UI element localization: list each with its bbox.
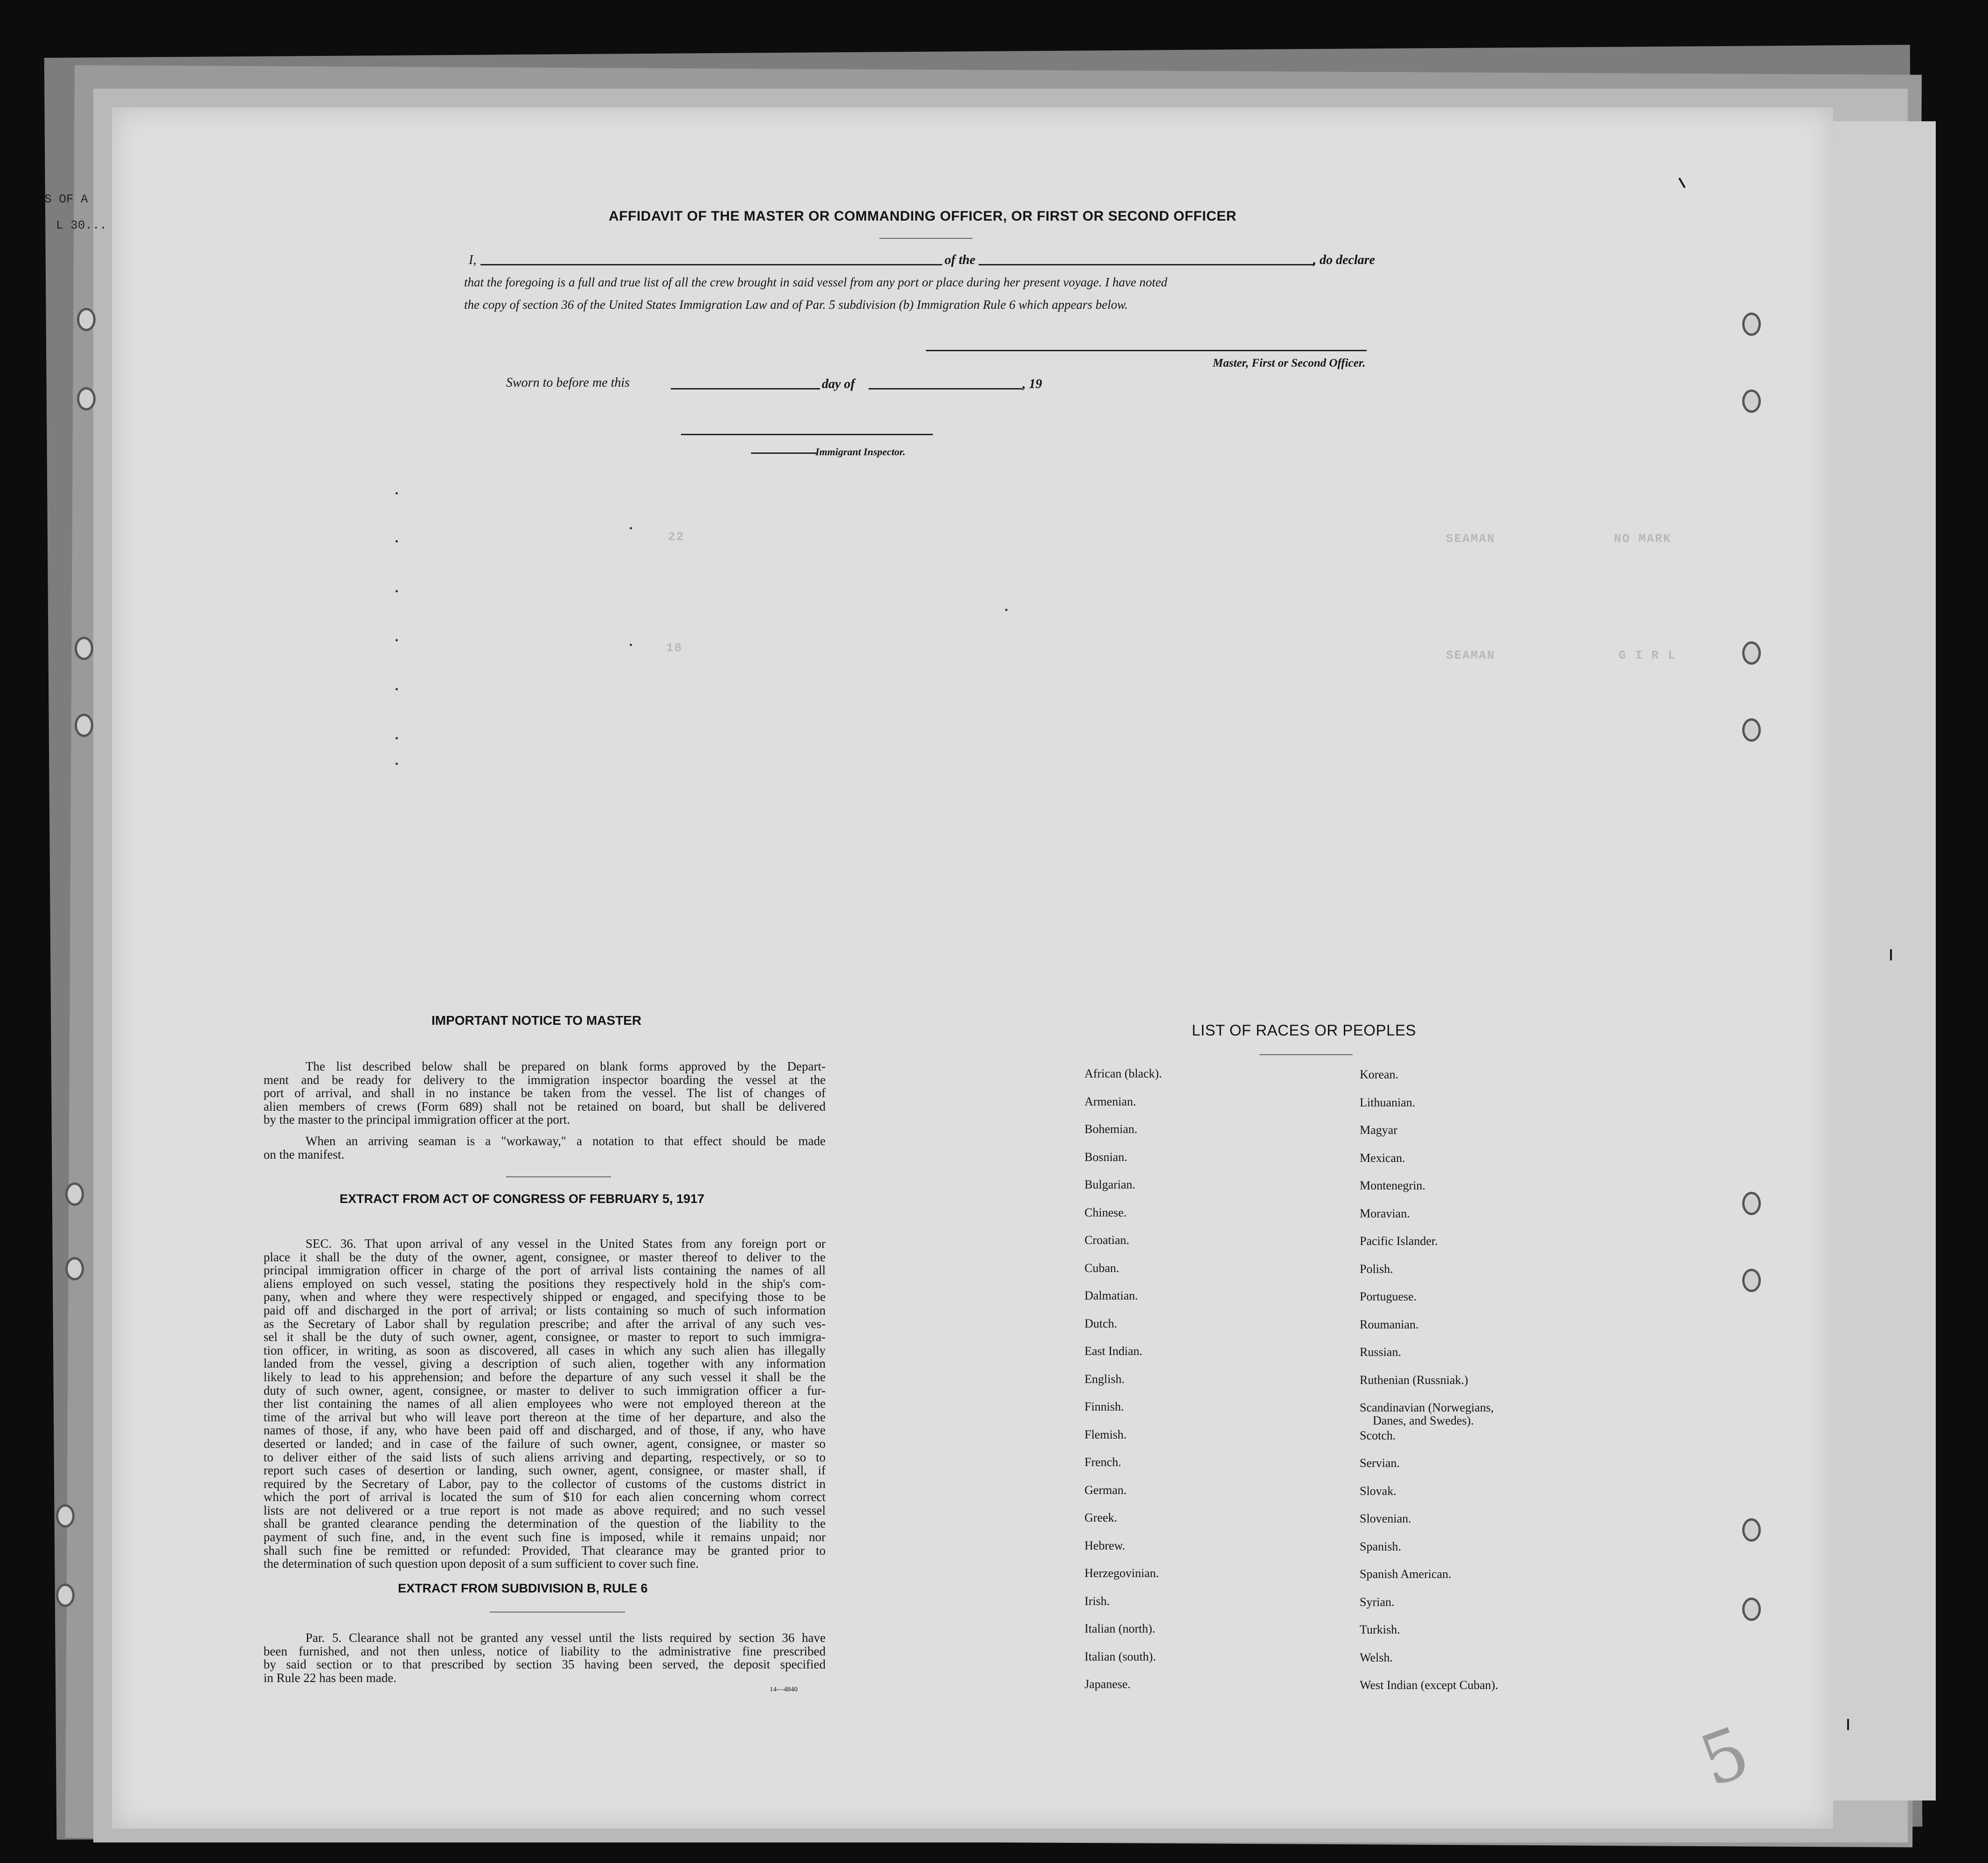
paragraph-line: in Rule 22 has been made. xyxy=(264,1670,396,1685)
race-item: Welsh. xyxy=(1360,1650,1393,1664)
race-item: Flemish. xyxy=(1084,1427,1127,1441)
paragraph-line: ment and be ready for delivery to the immigration inspector boarding the vessel at the xyxy=(264,1072,826,1087)
race-item: Dalmatian. xyxy=(1084,1289,1138,1302)
binder-hole-icon xyxy=(75,637,93,660)
race-item: Slovak. xyxy=(1360,1484,1397,1498)
race-item: Bulgarian. xyxy=(1084,1178,1136,1191)
name-blank-line xyxy=(480,264,942,265)
stray-dot xyxy=(396,763,398,765)
binder-hole-icon xyxy=(1742,389,1761,413)
race-item: Roumanian. xyxy=(1360,1317,1419,1331)
affidavit-i-label: I, xyxy=(469,253,477,267)
race-item: Slovenian. xyxy=(1360,1512,1411,1525)
race-item: Croatian. xyxy=(1084,1233,1130,1247)
bleed-text: SEAMAN xyxy=(1446,532,1495,546)
race-item: Ruthenian (Russniak.) xyxy=(1360,1373,1468,1387)
race-item: Bosnian. xyxy=(1084,1150,1127,1164)
race-item: Dutch. xyxy=(1084,1316,1118,1330)
race-item: Lithuanian. xyxy=(1360,1095,1416,1109)
year-label: , 19 xyxy=(1022,377,1042,391)
binder-hole-icon xyxy=(1742,641,1761,665)
paragraph-line: required by the Secretary of Labor, pay to the collector of customs of the customs district in xyxy=(264,1476,826,1491)
stray-dot xyxy=(1005,609,1008,611)
paragraph-line: pany, when and where they were respectively shipped or engaged, and specifying those to be xyxy=(264,1290,826,1304)
race-item: Italian (north). xyxy=(1084,1622,1155,1635)
binder-hole-icon xyxy=(1742,718,1761,742)
race-item: East Indian. xyxy=(1084,1344,1143,1358)
binder-hole-icon xyxy=(1742,1518,1761,1542)
paragraph-line: SEC. 36. That upon arrival of any vessel in the United States from any foreign port or xyxy=(306,1237,826,1251)
divider xyxy=(490,1612,625,1613)
race-item: Portuguese. xyxy=(1360,1290,1417,1303)
vessel-blank-line xyxy=(979,264,1314,265)
affidavit-do-declare: , do declare xyxy=(1313,253,1375,267)
race-item: Turkish. xyxy=(1360,1623,1400,1636)
paragraph-line: landed from the vessel, giving a description of such alien, together with any information xyxy=(264,1356,826,1371)
sworn-label: Sworn to before me this xyxy=(506,375,630,390)
binder-hole-icon xyxy=(65,1257,84,1280)
paragraph-line: shall such fine be remitted or refunded: Provided, That clearance may be granted prior to xyxy=(264,1543,826,1557)
paragraph-line: ther list containing the names of all alien employees who were not employed thereon at the xyxy=(264,1397,826,1411)
signature-line xyxy=(926,350,1367,351)
paragraph-line: paid off and discharged in the port of arrival; or lists containing so much of such information xyxy=(264,1303,826,1317)
binder-hole-icon xyxy=(77,387,96,410)
extract-rule-title: EXTRACT FROM SUBDIVISION B, RULE 6 xyxy=(398,1581,648,1595)
race-item: African (black). xyxy=(1084,1067,1162,1080)
race-item: Russian. xyxy=(1360,1345,1401,1359)
race-item: Scotch. xyxy=(1360,1428,1396,1442)
race-item: English. xyxy=(1084,1372,1125,1386)
stray-dot xyxy=(396,492,398,494)
race-item: Greek. xyxy=(1084,1511,1118,1524)
race-item: Bohemian. xyxy=(1084,1122,1138,1136)
binder-hole-icon xyxy=(1742,1598,1761,1621)
divider xyxy=(1259,1054,1353,1055)
race-item: Pacific Islander. xyxy=(1360,1234,1438,1248)
race-item: Armenian. xyxy=(1084,1094,1136,1108)
stray-dot xyxy=(396,540,398,542)
stray-dot xyxy=(630,644,632,646)
stray-dot xyxy=(396,639,398,641)
paragraph-line: report such cases of desertion or landing, such owner, agent, consignee, or master shall, if xyxy=(264,1463,826,1478)
binder-hole-icon xyxy=(1742,1269,1761,1292)
paragraph-line: When an arriving seaman is a "workaway," a notation to that effect should be made xyxy=(306,1134,826,1148)
paragraph-line: duty of such owner, agent, consignee, or master to deliver to such immigration officer a fur- xyxy=(264,1383,826,1397)
inspector-line xyxy=(681,434,933,435)
paragraph-line: aliens employed on such vessel, stating the positions they respectively hold in the ship's com- xyxy=(264,1276,826,1291)
stray-mark xyxy=(1847,1719,1849,1730)
paragraph-line: to deliver either of the said lists of such aliens arriving and departing, respectively, or so to xyxy=(264,1450,826,1464)
race-item: Spanish American. xyxy=(1360,1567,1452,1581)
paragraph-line: The list described below shall be prepared on blank forms approved by the Depart- xyxy=(306,1059,826,1073)
race-item: Spanish. xyxy=(1360,1539,1401,1553)
bleed-text: SEAMAN xyxy=(1446,648,1495,662)
races-left-column xyxy=(1084,1067,1162,1706)
paragraph-line: Par. 5. Clearance shall not be granted any vessel until the lists required by section 36 have xyxy=(306,1631,826,1645)
paragraph-line: which the port of arrival is located the sum of $10 for each alien concerning whom correct xyxy=(264,1490,826,1504)
stray-dot xyxy=(396,688,398,690)
sworn-day-line xyxy=(671,388,820,389)
paragraph-line: names of those, if any, who have been paid off and discharged, and of those, if any, who have xyxy=(264,1423,826,1438)
race-item: Finnish. xyxy=(1084,1400,1124,1413)
sworn-month-line xyxy=(869,388,1022,389)
paragraph-line: port of arrival, and shall in no instance be taken from the vessel. The list of changes of xyxy=(264,1086,826,1100)
notice-title: IMPORTANT NOTICE TO MASTER xyxy=(431,1013,642,1028)
paragraph-line: as the Secretary of Labor shall by regulation prescribe; and after the arrival of any such ves- xyxy=(264,1316,826,1331)
notice-paragraph-2 xyxy=(264,1134,826,1161)
signature-label: Master, First or Second Officer. xyxy=(1213,357,1366,369)
paragraph-line: place it shall be the duty of the owner, agent, consignee, or master thereof to deliver to the xyxy=(264,1250,826,1264)
paragraph-line: time of the arrival but who will leave port thereon at the time of her departure, and also the xyxy=(264,1410,826,1424)
races-title: LIST OF RACES OR PEOPLES xyxy=(1192,1022,1416,1039)
paragraph-line: on the manifest. xyxy=(264,1147,345,1161)
inspector-short-line xyxy=(751,452,816,454)
divider xyxy=(506,1176,611,1177)
paragraph-line: shall be granted clearance pending the determination of the question of the liability to the xyxy=(264,1516,826,1531)
day-of-label: day of xyxy=(822,377,855,391)
notice-paragraph-1 xyxy=(264,1060,826,1126)
race-item: Montenegrin. xyxy=(1360,1179,1425,1192)
stray-dot xyxy=(630,527,632,529)
pencil-mark: 5 xyxy=(1690,1711,1760,1803)
race-item: Herzegovinian. xyxy=(1084,1566,1159,1580)
race-item: Irish. xyxy=(1084,1594,1110,1608)
edge-text-1: S OF A xyxy=(44,192,88,206)
bleed-text: G I R L xyxy=(1619,648,1676,662)
race-item: Servian. xyxy=(1360,1456,1400,1470)
race-item: Scandinavian (Norwegians, xyxy=(1360,1401,1494,1414)
race-item: Syrian. xyxy=(1360,1595,1395,1609)
paragraph-line: lists are not delivered or a true report is not made as above required; and no such vessel xyxy=(264,1503,826,1517)
paragraph-line: the determination of such question upon deposit of a sum sufficient to cover such fine. xyxy=(264,1557,699,1571)
edge-text-2: L 30... xyxy=(56,218,107,232)
race-item: Mexican. xyxy=(1360,1151,1405,1165)
stray-dot xyxy=(396,590,398,592)
race-item: Cuban. xyxy=(1084,1261,1119,1275)
race-item: German. xyxy=(1084,1483,1127,1497)
bleed-text: NO MARK xyxy=(1614,532,1672,546)
extract-act-title: EXTRACT FROM ACT OF CONGRESS OF FEBRUARY 5, 1917 xyxy=(340,1192,705,1206)
paragraph-line: payment of such fine, and, in the event such fine is imposed, while it remains unpaid; nor xyxy=(264,1530,826,1544)
paragraph-line: tion officer, in writing, as soon as discovered, all cases in which any such alien has illegally xyxy=(264,1343,826,1357)
race-item: Italian (south). xyxy=(1084,1649,1156,1663)
affidavit-of-the-label: of the xyxy=(945,253,976,267)
bleed-text: 22 xyxy=(668,530,685,544)
race-item: Japanese. xyxy=(1084,1677,1131,1691)
paragraph-line: alien members of crews (Form 689) shall not be retained on board, but shall be delivered xyxy=(264,1099,826,1113)
paragraph-line: principal immigration officer in charge of the port of arrival lists containing the names of all xyxy=(264,1263,826,1278)
stray-dot xyxy=(396,737,398,739)
paragraph-line: by the master to the principal immigration officer at the port. xyxy=(264,1112,570,1127)
race-item: Polish. xyxy=(1360,1262,1393,1276)
race-item: West Indian (except Cuban). xyxy=(1360,1678,1498,1692)
binder-hole-icon xyxy=(56,1584,75,1607)
affidavit-line-3: the copy of section 36 of the United States Immigration Law and of Par. 5 subdivision (b) Immigration Rule 6 which appears below. xyxy=(464,298,1128,312)
binder-hole-icon xyxy=(56,1504,75,1528)
inspector-label: Immigrant Inspector. xyxy=(815,446,906,458)
binder-hole-icon xyxy=(65,1182,84,1206)
paragraph-line: sel it shall be the duty of such owner, agent, consignee, or master to report to such immigra- xyxy=(264,1330,826,1344)
paragraph-line: by said section or to that prescribed by section 35 having been served, the deposit specified xyxy=(264,1657,826,1672)
race-item: Danes, and Swedes). xyxy=(1373,1413,1474,1427)
race-item: Hebrew. xyxy=(1084,1538,1126,1552)
binder-hole-icon xyxy=(75,714,93,737)
binder-hole-icon xyxy=(77,308,96,331)
divider xyxy=(879,238,973,239)
extract-act-body xyxy=(264,1237,826,1571)
binder-hole-icon xyxy=(1742,313,1761,336)
extract-rule-body xyxy=(264,1631,826,1684)
races-right-column xyxy=(1360,1068,1498,1707)
affidavit-line-2: that the foregoing is a full and true list of all the crew brought in said vessel from any port or place during her present voyage. I have noted xyxy=(464,275,1168,289)
paragraph-line: been furnished, and not then unless, notice of liability to the administrative fine prescribed xyxy=(264,1644,826,1658)
race-item: French. xyxy=(1084,1455,1121,1469)
paragraph-line: deserted or landed; and in case of the failure of such owner, agent, consignee, or master so xyxy=(264,1436,826,1451)
race-item: Moravian. xyxy=(1360,1206,1410,1220)
binder-hole-icon xyxy=(1742,1192,1761,1215)
affidavit-title: AFFIDAVIT OF THE MASTER OR COMMANDING OFFICER, OR FIRST OR SECOND OFFICER xyxy=(609,209,1237,224)
race-item: Korean. xyxy=(1360,1068,1399,1081)
race-item: Chinese. xyxy=(1084,1205,1127,1219)
bleed-text: 18 xyxy=(666,641,683,655)
stray-mark xyxy=(1890,949,1892,960)
race-item: Magyar xyxy=(1360,1123,1397,1137)
form-number: 14—4840 xyxy=(770,1686,798,1693)
paragraph-line: likely to lead to his apprehension; and before the departure of any such vessel it shall be the xyxy=(264,1369,826,1384)
